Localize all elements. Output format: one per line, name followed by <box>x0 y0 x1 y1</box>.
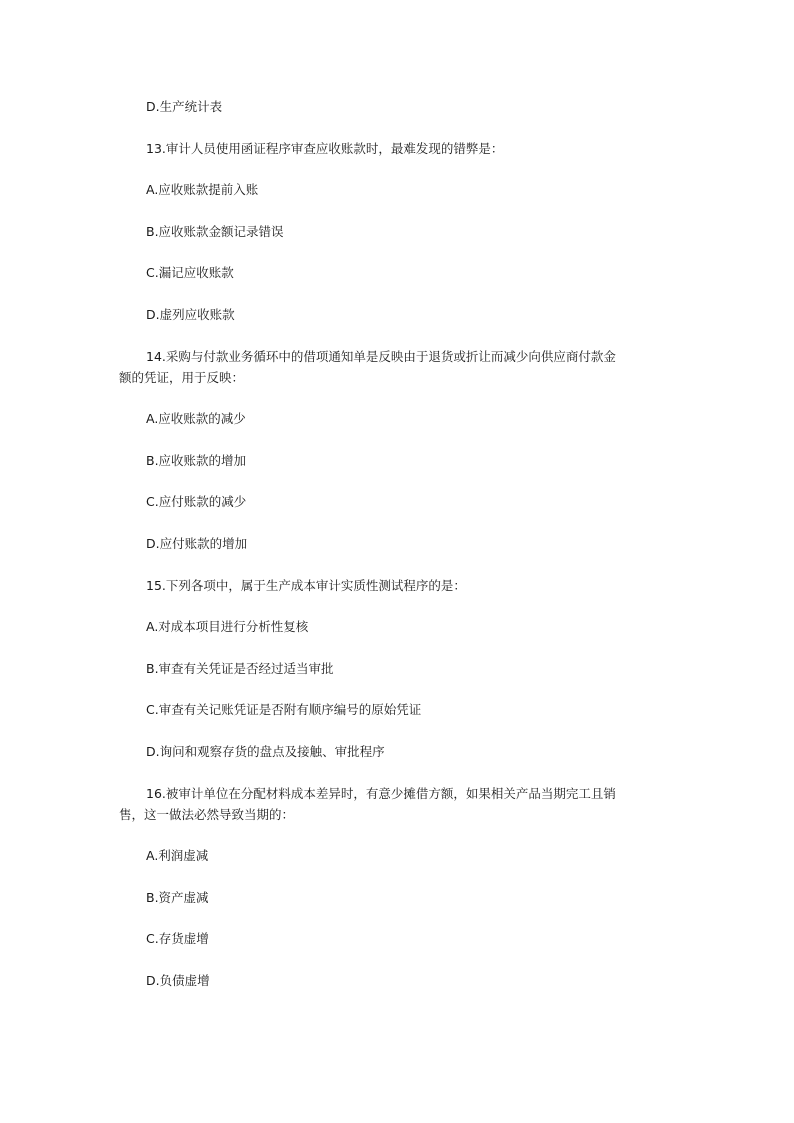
q14-option-d: D.应付账款的增加 <box>146 536 248 551</box>
q15-question: 15.下列各项中，属于生产成本审计实质性测试程序的是： <box>146 578 466 593</box>
q14-option-a: A.应收账款的减少 <box>146 411 246 426</box>
q13-question: 13.审计人员使用函证程序审查应收账款时，最难发现的错弊是： <box>146 141 504 156</box>
q16-question-line1: 16.被审计单位在分配材料成本差异时，有意少摊借方额，如果相关产品当期完工且销 <box>146 786 616 801</box>
q15-option-d: D.询问和观察存货的盘点及接触、审批程序 <box>146 744 385 759</box>
q15-option-a: A.对成本项目进行分析性复核 <box>146 619 309 634</box>
q15-option-b: B.审查有关凭证是否经过适当审批 <box>146 661 334 676</box>
q15-option-c: C.审查有关记账凭证是否附有顺序编号的原始凭证 <box>146 702 422 717</box>
q16-question-line2: 售，这一做法必然导致当期的： <box>119 807 295 822</box>
q13-option-b: B.应收账款金额记录错误 <box>146 224 284 239</box>
q14-option-c: C.应付账款的减少 <box>146 494 247 509</box>
q14-question-line1: 14.采购与付款业务循环中的借项通知单是反映由于退货或折让而减少向供应商付款金 <box>146 349 616 364</box>
q16-option-c: C.存货虚增 <box>146 931 209 946</box>
q13-option-d: D.虚列应收账款 <box>146 307 235 322</box>
q13-option-a: A.应收账款提前入账 <box>146 182 259 197</box>
q12-option-d: D.生产统计表 <box>146 99 223 114</box>
q13-option-c: C.漏记应收账款 <box>146 265 234 280</box>
q14-option-b: B.应收账款的增加 <box>146 453 247 468</box>
q16-option-b: B.资产虚减 <box>146 890 209 905</box>
q16-option-a: A.利润虚减 <box>146 848 209 863</box>
q14-question-line2: 额的凭证，用于反映： <box>119 370 245 385</box>
q16-option-d: D.负债虚增 <box>146 973 210 988</box>
